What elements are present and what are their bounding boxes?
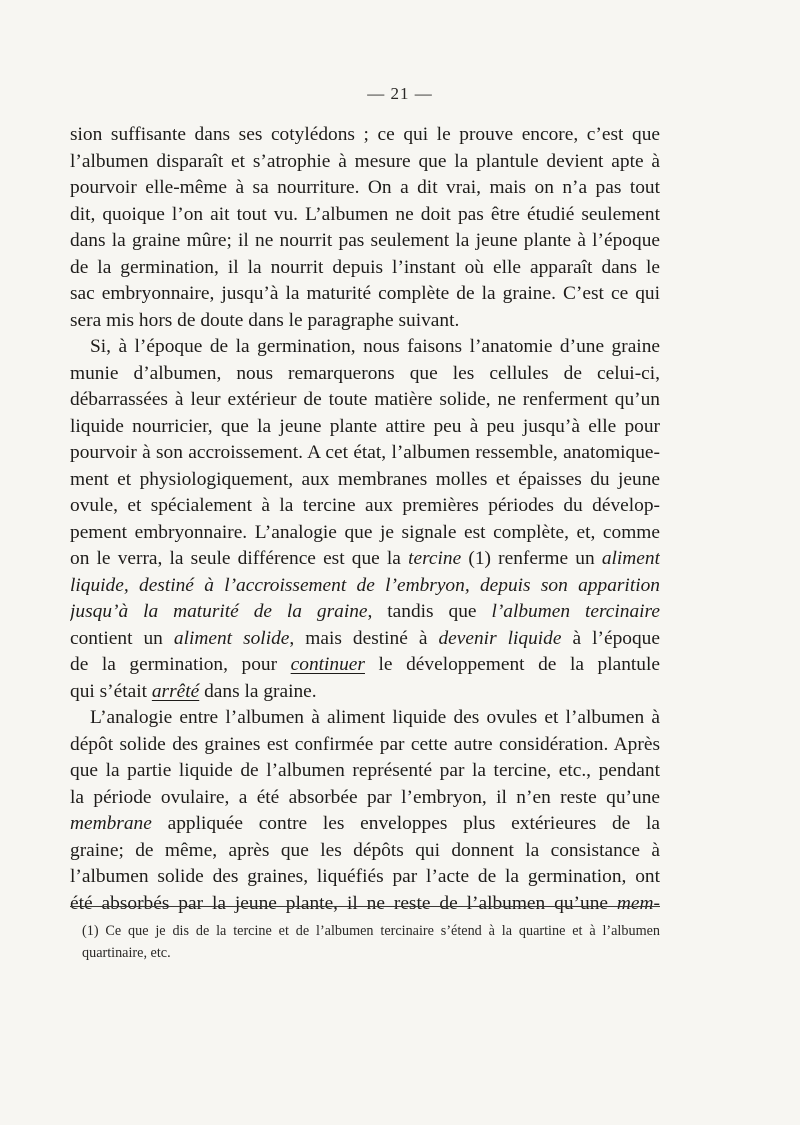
body-text: [70, 122, 660, 917]
text-line: [70, 811, 660, 838]
text-segment: , mais destiné à: [289, 627, 439, 649]
text-segment: liquide nourricier, que la jeune plante attire peu à peu jusqu’à elle pour: [70, 415, 660, 437]
text-line: [70, 414, 660, 441]
text-segment: l’albumen disparaît et s’atrophie à mesure que la plantule devient apte à: [70, 150, 660, 172]
text-line: [70, 520, 660, 547]
page-number: — 21 —: [367, 84, 433, 103]
text-segment: qui s’était: [70, 680, 152, 702]
text-line: [70, 546, 660, 573]
footnote: [82, 920, 660, 964]
text-line: [70, 652, 660, 679]
text-line: [70, 864, 660, 891]
text-line: [70, 255, 660, 282]
text-segment: sera mis hors de doute dans le paragraphe suivant.: [70, 309, 460, 331]
emphasis-text: aliment solide: [173, 627, 290, 649]
text-segment: débarrassées à leur extérieur de toute matière solide, ne renferment qu’un: [70, 389, 660, 410]
emphasis-text: mem-: [616, 892, 660, 914]
text-segment: sion suffisante dans ses cotylédons ; ce qui le prouve encore, c’est que: [70, 124, 660, 145]
text-segment: de la germination, pour: [70, 654, 291, 675]
text-line: [70, 175, 660, 202]
text-segment: Si, à l’époque de la germination, nous faisons l’anatomie d’une graine: [90, 336, 660, 357]
text-segment: la période ovulaire, a été absorbée par l’embryon, il n’en reste qu’une: [70, 786, 660, 808]
text-segment: L’analogie entre l’albumen à aliment liquide des ovules et l’albumen à: [90, 707, 660, 728]
emphasis-text: continuer: [290, 654, 365, 675]
text-segment: contient un: [70, 627, 174, 649]
text-line: [70, 758, 660, 785]
text-segment: dans la graine mûre; il ne nourrit pas seulement la jeune plante à l’époque: [70, 230, 660, 251]
text-segment: (1) renferme un: [461, 548, 602, 569]
text-segment: , tandis que: [367, 601, 492, 622]
text-line: [70, 467, 660, 494]
text-line: [70, 387, 660, 414]
text-line: [70, 599, 660, 626]
text-line: [70, 228, 660, 255]
emphasis-text: jusqu’à la maturité de la graine: [70, 601, 368, 622]
emphasis-text: membrane: [70, 813, 152, 834]
text-segment: dans la graine.: [199, 680, 317, 702]
text-line: [70, 732, 660, 759]
text-line: [70, 361, 660, 388]
text-segment: on le verra, la seule différence est que la: [70, 548, 409, 569]
text-line: [70, 440, 660, 467]
text-line: [70, 202, 660, 229]
text-line: [70, 891, 660, 918]
text-line: [70, 573, 660, 600]
text-segment: à l’époque: [561, 627, 660, 649]
text-line: [70, 149, 660, 176]
text-segment: que la partie liquide de l’albumen représenté par la tercine, etc., pendant: [70, 760, 660, 781]
emphasis-text: l’albumen tercinaire: [491, 601, 660, 622]
text-segment: pourvoir elle-même à sa nourriture. On a dit vrai, mais on n’a pas tout: [70, 177, 660, 198]
text-line: [70, 705, 660, 732]
text-line: [70, 785, 660, 812]
text-line: [70, 493, 660, 520]
text-segment: pourvoir à son accroissement. A cet état, l’albumen ressemble, anatomique-: [70, 442, 660, 463]
text-segment: graine; de même, après que les dépôts qui donnent la consistance à: [70, 839, 660, 861]
text-line: [70, 838, 660, 865]
text-segment: été absorbés par la jeune plante, il ne reste de l’albumen qu’une: [70, 892, 617, 914]
text-segment: ment et physiologiquement, aux membranes molles et épaisses du jeune: [70, 468, 660, 490]
footnote-line: (1) Ce que je dis de la tercine et de l’albumen tercinaire s’étend à la quartine et à l’albumen: [82, 923, 660, 939]
text-segment: l’albumen solide des graines, liquéfiés par l’acte de la germination, ont: [70, 866, 660, 887]
text-line: [70, 281, 660, 308]
emphasis-text: arrêté: [151, 680, 200, 702]
footnote-line: quartinaire, etc.: [82, 945, 171, 961]
text-segment: appliquée contre les enveloppes plus extérieures de la: [151, 813, 660, 834]
text-segment: pement embryonnaire. L’analogie que je signale est complète, et, comme: [70, 521, 660, 543]
text-line: [70, 679, 660, 706]
text-segment: munie d’albumen, nous remarquerons que les cellules de celui-ci,: [70, 362, 660, 384]
emphasis-text: devenir liquide: [438, 627, 562, 649]
text-line: [70, 626, 660, 653]
text-line: [70, 308, 660, 335]
text-line: [70, 122, 660, 149]
text-segment: dit, quoique l’on ait tout vu. L’albumen ne doit pas être étudié seulement: [70, 203, 660, 225]
text-segment: le développement de la plantule: [364, 654, 660, 675]
text-segment: sac embryonnaire, jusqu’à la maturité complète de la graine. C’est ce qui: [70, 283, 660, 304]
text-segment: dépôt solide des graines est confirmée par cette autre considération. Après: [70, 733, 660, 755]
emphasis-text: aliment: [601, 548, 660, 569]
text-line: [70, 334, 660, 361]
text-segment: de la germination, il la nourrit depuis l’instant où elle apparaît dans le: [70, 256, 660, 278]
text-segment: ovule, et spécialement à la tercine aux premières périodes du dévelop-: [70, 495, 660, 516]
emphasis-text: tercine: [408, 548, 462, 569]
emphasis-text: liquide, destiné à l’accroissement de l’embryon, depuis son apparition: [70, 574, 660, 596]
footnote-rule: [70, 906, 660, 907]
